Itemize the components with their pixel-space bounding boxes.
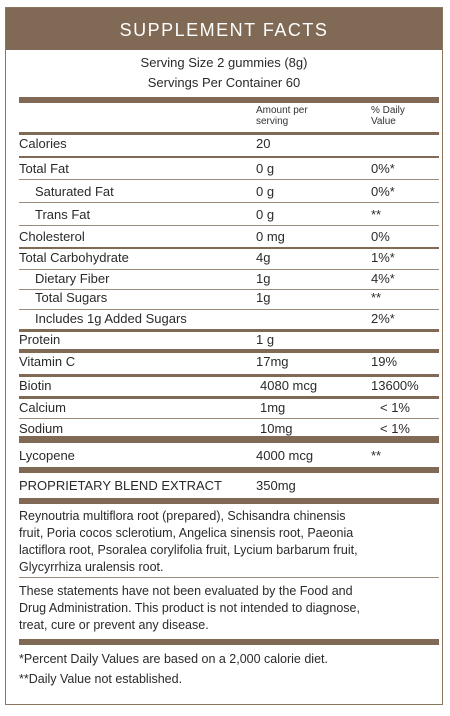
divider-thin bbox=[19, 179, 439, 180]
nutrient-name: Calories bbox=[19, 136, 67, 151]
divider-medium bbox=[19, 156, 439, 158]
blend-name: PROPRIETARY BLEND EXTRACT bbox=[19, 478, 222, 493]
nutrient-row bbox=[19, 207, 439, 227]
nutrient-row bbox=[19, 311, 439, 331]
nutrient-dv: 1%* bbox=[371, 250, 395, 265]
nutrient-dv: 0%* bbox=[371, 161, 395, 176]
nutrient-row bbox=[19, 378, 439, 398]
nutrient-name: Dietary Fiber bbox=[35, 271, 110, 286]
divider-thick bbox=[19, 498, 439, 504]
nutrient-dv: 0%* bbox=[371, 184, 395, 199]
nutrient-row bbox=[19, 400, 439, 420]
nutrient-row bbox=[19, 354, 439, 374]
nutrient-amount: 1 g bbox=[256, 332, 275, 347]
nutrient-amount: 20 bbox=[256, 136, 271, 151]
serving-info bbox=[6, 53, 442, 93]
nutrient-name: Biotin bbox=[19, 378, 52, 393]
nutrient-dv: 19% bbox=[371, 354, 398, 369]
divider-thick bbox=[19, 639, 439, 645]
nutrient-amount: 0 g bbox=[256, 207, 275, 222]
ingredient-line: lactiflora root, Psoralea corylifolia fruit, Lycium barbarum fruit, bbox=[19, 543, 358, 557]
nutrient-name: Cholesterol bbox=[19, 229, 85, 244]
ingredient-line: Reynoutria multiflora root (prepared), Schisandra chinensis bbox=[19, 509, 346, 523]
disclaimer-line: Drug Administration. This product is not intended to diagnose, bbox=[19, 601, 360, 615]
nutrient-amount: 1g bbox=[256, 290, 271, 305]
divider-thick bbox=[19, 467, 439, 473]
divider-thin bbox=[19, 418, 439, 419]
nutrient-dv: 13600% bbox=[371, 378, 419, 393]
nutrient-row bbox=[19, 250, 439, 270]
nutrient-row bbox=[19, 271, 439, 291]
ingredient-line: fruit, Poria cocos sclerotium, Angelica sinensis root, Paeonia bbox=[19, 526, 354, 540]
nutrient-amount: 17mg bbox=[256, 354, 289, 369]
footnote-dv-not-established: **Daily Value not established. bbox=[19, 672, 183, 686]
divider-thin bbox=[19, 309, 439, 310]
footnote-percent-dv: *Percent Daily Values are based on a 2,000 calorie diet. bbox=[19, 652, 328, 666]
nutrient-name: Vitamin C bbox=[19, 354, 76, 369]
blend-ingredients bbox=[19, 508, 433, 576]
nutrient-row bbox=[19, 229, 439, 249]
nutrient-dv: 2%* bbox=[371, 311, 395, 326]
divider-thin bbox=[19, 577, 439, 578]
divider-thick bbox=[19, 349, 439, 353]
nutrient-amount: 4g bbox=[256, 250, 271, 265]
nutrient-dv: ** bbox=[371, 290, 382, 305]
disclaimer-line: These statements have not been evaluated by the Food and bbox=[19, 584, 353, 598]
nutrient-dv: 4%* bbox=[371, 271, 395, 286]
nutrient-row bbox=[19, 161, 439, 181]
column-header-dv: % Daily Value bbox=[371, 105, 405, 127]
servings-per-container: Servings Per Container 60 bbox=[147, 75, 301, 90]
nutrient-name: Lycopene bbox=[19, 448, 75, 463]
nutrient-dv: ** bbox=[371, 207, 382, 222]
divider-thick bbox=[19, 436, 439, 443]
nutrient-amount: 10mg bbox=[260, 421, 293, 436]
nutrient-name: Protein bbox=[19, 332, 61, 347]
nutrient-amount: 1g bbox=[256, 271, 271, 286]
blend-amount: 350mg bbox=[256, 478, 296, 493]
nutrient-dv: < 1% bbox=[380, 421, 410, 436]
nutrient-row bbox=[19, 184, 439, 204]
panel-title: SUPPLEMENT FACTS bbox=[6, 8, 442, 50]
divider-medium bbox=[19, 374, 439, 377]
nutrient-name: Includes 1g Added Sugars bbox=[35, 311, 187, 326]
divider-thin bbox=[19, 269, 439, 270]
nutrient-row bbox=[19, 136, 439, 156]
ingredient-line: Glycyrrhiza uralensis root. bbox=[19, 560, 164, 574]
disclaimer-line: treat, cure or prevent any disease. bbox=[19, 618, 209, 632]
nutrient-dv: ** bbox=[371, 448, 382, 463]
nutrient-row bbox=[19, 448, 439, 468]
nutrient-amount: 0 mg bbox=[256, 229, 285, 244]
divider-thick bbox=[19, 97, 439, 103]
nutrient-amount: 1mg bbox=[260, 400, 286, 415]
nutrient-dv: 0% bbox=[371, 229, 390, 244]
nutrient-name: Total Sugars bbox=[35, 290, 108, 305]
column-header-amount: Amount per serving bbox=[256, 105, 308, 127]
nutrient-name: Calcium bbox=[19, 400, 66, 415]
blend-row bbox=[19, 478, 439, 498]
fda-disclaimer bbox=[19, 583, 433, 634]
nutrient-amount: 0 g bbox=[256, 161, 275, 176]
supplement-facts-panel bbox=[5, 7, 443, 705]
nutrient-name: Total Carbohydrate bbox=[19, 250, 129, 265]
divider-thin bbox=[19, 225, 439, 226]
nutrient-name: Trans Fat bbox=[35, 207, 91, 222]
nutrient-row bbox=[19, 290, 439, 310]
nutrient-name: Sodium bbox=[19, 421, 64, 436]
nutrient-amount: 0 g bbox=[256, 184, 275, 199]
serving-size: Serving Size 2 gummies (8g) bbox=[140, 55, 308, 70]
divider-thin bbox=[19, 202, 439, 203]
nutrient-amount: 4080 mcg bbox=[260, 378, 318, 393]
nutrient-amount: 4000 mcg bbox=[256, 448, 314, 463]
divider-medium bbox=[19, 247, 439, 249]
divider-medium bbox=[19, 396, 439, 399]
nutrient-name: Saturated Fat bbox=[35, 184, 114, 199]
nutrient-name: Total Fat bbox=[19, 161, 69, 176]
divider-medium bbox=[19, 132, 439, 135]
nutrient-dv: < 1% bbox=[380, 400, 410, 415]
